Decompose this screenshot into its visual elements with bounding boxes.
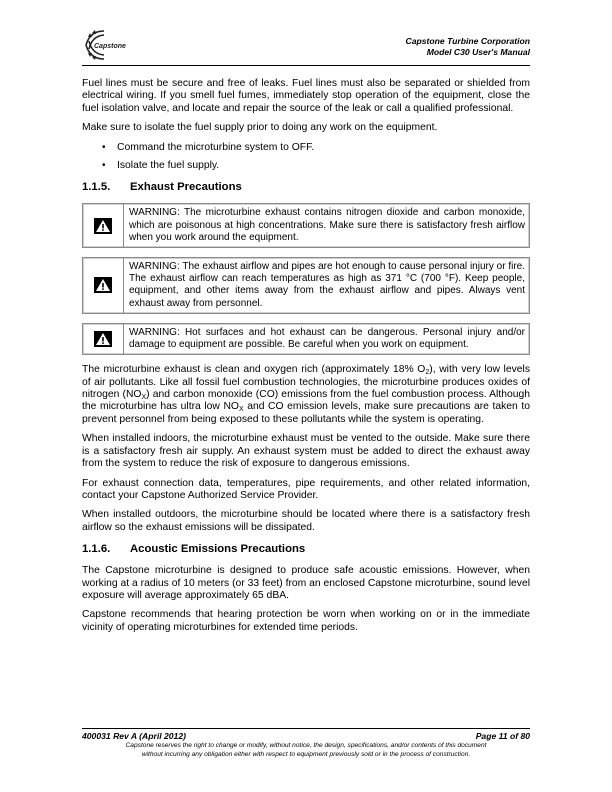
section-heading-exhaust: 1.1.5. Exhaust Precautions xyxy=(82,181,242,194)
list-item: • Isolate the fuel supply. xyxy=(102,160,220,172)
paragraph-exhaust-clean: The microturbine exhaust is clean and oxygen rich (approximately 18% $O_2$), with very low levels of air pollutants. Like all fossil fuel combustion technologies, the microturbine produces oxides of nitrogen $(NO_X)$ and carbon monoxide (CO) emissions from the fuel combustion process. Although the microturbine has ultra low $NO_X$ and CO emission levels, make sure precautions are taken to prevent personnel from being exposed to these pollutants while the system is operating. xyxy=(82,364,530,425)
paragraph-hearing-protection: Capstone recommends that hearing protection be worn when working on or in the immediate vicinity of operating microturbines for extended time periods. xyxy=(82,609,530,633)
disclaimer: Capstone reserves the right to change or modify, without notice, the design, specifications, and/or contents of this document without incurring any obligation either with respect to equipment previously sold or in the process of construction. xyxy=(125,742,487,758)
warning-text: WARNING: Hot surfaces and hot exhaust can be dangerous. Personal injury and/or damage to equipment are possible. Be careful when you work on equipment. xyxy=(129,326,525,351)
warning-text: WARNING: The microturbine exhaust contains nitrogen dioxide and carbon monoxide, which are poisonous at high concentrations. Make sure there is satisfactory fresh airflow when you work around the equipment. xyxy=(129,207,525,243)
paragraph-fuel-lines: Fuel lines must be secure and free of leaks. Fuel lines must also be separated or shielded from electrical wiring. If you smell fuel fumes, immediately stop operation of the equipment, close the fuel isolation valve, and locate and repair the source of the leak or call a qualified professional. xyxy=(82,78,530,114)
paragraph-indoor-install: When installed indoors, the microturbine exhaust must be vented to the outside. Make sure there is a satisfactory fresh air supply. An exhaust system must be added to direct the exhaust away from the system to reduce the risk of exposure to dangerous emissions. xyxy=(82,433,530,470)
paragraph-exhaust-data: For exhaust connection data, temperatures, pipe requirements, and other related information, contact your Capstone Authorized Service Provider. xyxy=(82,477,530,501)
section-heading-acoustic: 1.1.6. Acoustic Emissions Precautions xyxy=(82,543,306,556)
page-content xyxy=(82,78,530,641)
header-rule xyxy=(82,65,530,66)
warning-box xyxy=(82,203,530,248)
bullet-icon: • xyxy=(102,141,106,153)
paragraph-isolate-fuel: Make sure to isolate the fuel supply prior to doing any work on the equipment. xyxy=(82,122,438,134)
warning-text: WARNING: The exhaust airflow and pipes are hot enough to cause personal injury or fire. The exhaust airflow can reach temperatures as high as 371 °C (700 °F). Keep people, equipment, and other items away from the exhaust airflow and pipes. Always vent exhaust away from personnel. xyxy=(129,261,525,309)
document-id: 400031 Rev A (April 2012) xyxy=(82,731,186,741)
bullet-icon: • xyxy=(102,160,106,172)
paragraph-outdoor-install: When installed outdoors, the microturbine should be located where there is a satisfactory fresh airflow so the exhaust emissions will be dissipated. xyxy=(82,509,530,533)
bullet-list xyxy=(82,142,530,173)
warning-box xyxy=(82,323,530,355)
warning-triangle-icon xyxy=(94,331,112,347)
paragraph-acoustic-design: The Capstone microturbine is designed to produce safe acoustic emissions. However, when working at a radius of 10 meters (or 33 feet) from an enclosed Capstone microturbine, sound level exposure will average approximately 65 dBA. xyxy=(82,565,530,601)
warning-box xyxy=(82,257,530,314)
header-titles xyxy=(406,36,530,57)
warning-triangle-icon xyxy=(94,218,112,234)
manual-name: Model C30 User's Manual xyxy=(426,46,530,57)
page-number: Page 11 of 80 xyxy=(475,731,530,741)
list-item: • Command the microturbine system to OFF. xyxy=(102,141,315,153)
svg-text:Capstone: Capstone xyxy=(94,43,126,50)
company-name: Capstone Turbine Corporation xyxy=(405,36,530,46)
warning-triangle-icon xyxy=(94,277,112,293)
capstone-logo xyxy=(80,27,128,63)
footer-rule xyxy=(82,728,530,729)
